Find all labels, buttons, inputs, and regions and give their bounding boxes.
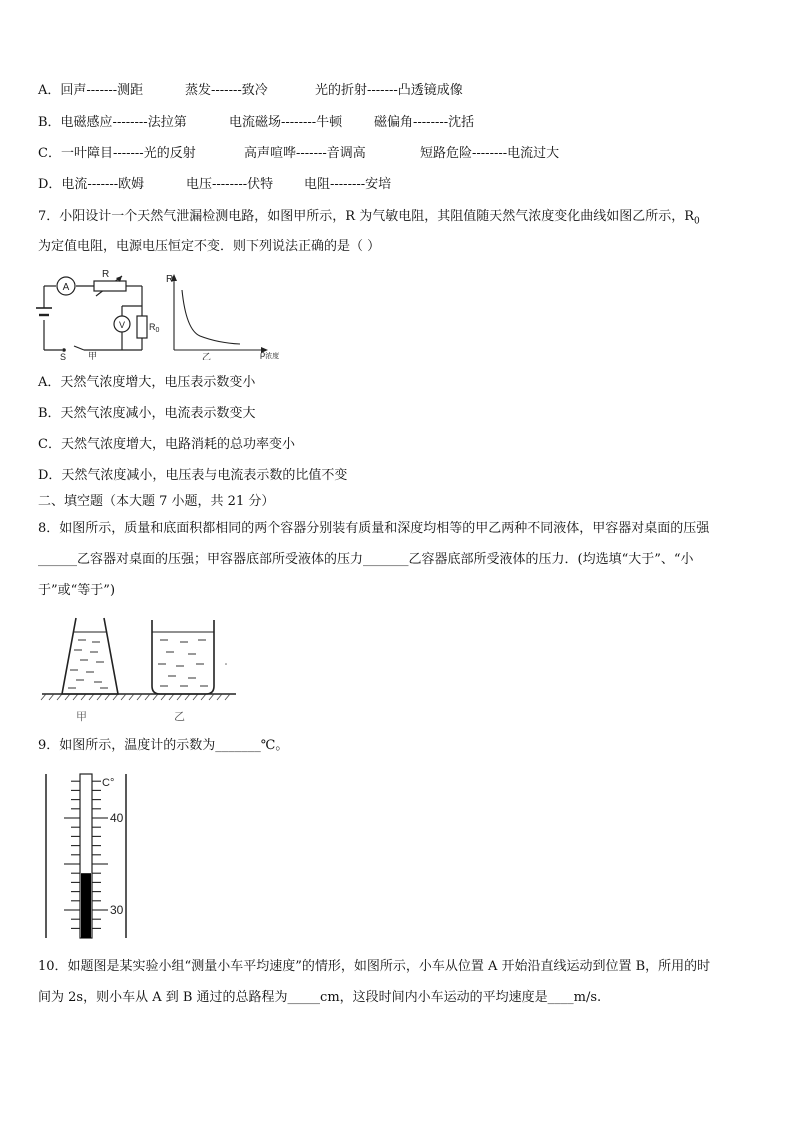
q7-option-b: B．天然气浓度减小，电流表示数变大 xyxy=(38,406,256,421)
q10-line1: 10．如题图是某实验小组“测量小车平均速度”的情形，如图所示，小车从位置 A 开始沿直线运动到位置 B，所用的时 xyxy=(38,959,711,974)
thermo-label-bottom: 30 xyxy=(110,903,124,917)
thermo-label-top: 40 xyxy=(110,811,124,825)
q8-line2: ______乙容器对桌面的压强；甲容器底部所受液体的压力_______乙容器底部所受液体的压力．(均选填“大于”、“小 xyxy=(38,552,694,567)
switch-label: S xyxy=(60,352,67,360)
graph-y-label: R xyxy=(166,274,174,285)
circuit-caption: 甲 xyxy=(88,352,98,360)
q6-option-b: B．电磁感应--------法拉第 电流磁场--------牛顿 磁偏角--------沈括 xyxy=(38,115,475,130)
graph-x-label: ρ浓度 xyxy=(260,349,280,360)
q8-figure xyxy=(40,612,240,724)
ammeter-label: A xyxy=(62,282,70,293)
q7-option-c: C．天然气浓度增大，电路消耗的总功率变小 xyxy=(38,437,295,452)
container-yi-label: 乙 xyxy=(174,710,185,723)
container-jia-label: 甲 xyxy=(76,710,87,723)
voltmeter-label: V xyxy=(118,320,126,330)
q7-option-a: A．天然气浓度增大，电压表示数变小 xyxy=(38,375,256,390)
q7-figure xyxy=(36,268,296,360)
r0-label: $R_0$ xyxy=(149,322,160,334)
q7-stem-line2: 为定值电阻，电源电压恒定不变．则下列说法正确的是（ ） xyxy=(38,239,381,254)
q7-option-d: D．天然气浓度减小，电压表与电流表示数的比值不变 xyxy=(38,468,348,483)
thermo-unit-label: C° xyxy=(102,777,115,789)
q10-line2: 间为 2s，则小车从 A 到 B 通过的总路程为_____cm，这段时间内小车运动的平均速度是____m/s. xyxy=(38,990,602,1005)
section-heading: 二、填空题（本大题 7 小题，共 21 分） xyxy=(38,494,275,509)
q8-line3: 于”或“等于”) xyxy=(38,583,116,598)
q7-stem-line1: 7．小阳设计一个天然气泄漏检测电路，如图甲所示，R 为气敏电阻，其阻值随天然气浓度变化曲线如图乙所示，$R_0$ xyxy=(38,209,700,227)
resistor-r-label: R xyxy=(102,269,110,280)
q6-option-c: C．一叶障目-------光的反射 高声喧哗-------音调高 短路危险--------电流过大 xyxy=(38,146,560,161)
q8-line1: 8．如图所示，质量和底面积都相同的两个容器分别装有质量和深度均相等的甲乙两种不同液体，甲容器对桌面的压强 xyxy=(38,521,710,536)
q6-option-a: A．回声-------测距 蒸发-------致冷 光的折射-------凸透镜成像 xyxy=(38,83,463,98)
graph-caption: 乙 xyxy=(202,353,212,360)
q9-text: 9．如图所示，温度计的示数为_______℃。 xyxy=(38,738,289,753)
mercury-column xyxy=(81,873,91,938)
q9-thermometer xyxy=(40,770,140,940)
q6-option-d: D．电流-------欧姆 电压--------伏特 电阻--------安培 xyxy=(38,177,392,192)
